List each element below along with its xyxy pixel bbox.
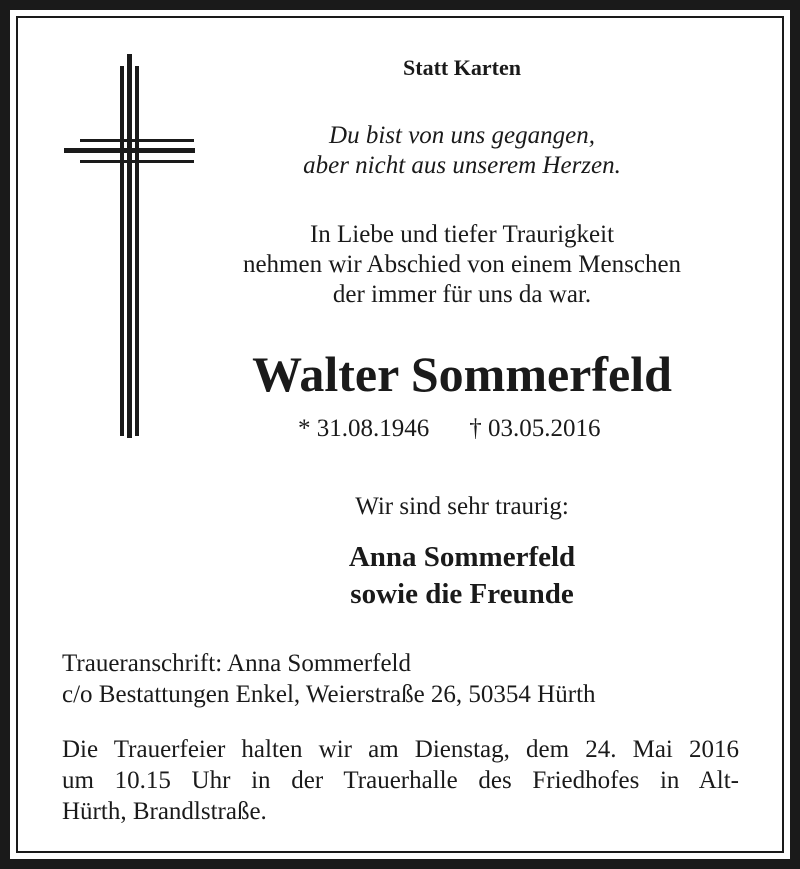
mourner-name: Anna Sommerfeld: [348, 541, 576, 573]
ceremony-line-3: Hürth, Brandlstraße.: [62, 798, 267, 825]
mourners-intro: Wir sind sehr traurig:: [355, 493, 569, 520]
deceased-name: Walter Sommerfeld: [252, 346, 672, 402]
intro-line-1: In Liebe und tiefer Traurigkeit: [309, 221, 615, 248]
address-line-2: c/o Bestattungen Enkel, Weierstraße 26, 50354 Hürth: [62, 681, 596, 708]
birth-date: * 31.08.1946: [298, 415, 430, 442]
life-dates: [298, 414, 601, 444]
ceremony-line-2: um 10.15 Uhr in der Trauerhalle des Friedhofes in Alt-: [62, 767, 739, 794]
death-date: † 03.05.2016: [469, 415, 601, 442]
quote-line-1: Du bist von uns gegangen,: [329, 122, 595, 149]
quote-line-2: aber nicht aus unserem Herzen.: [303, 152, 621, 179]
address-line-1: Traueranschrift: Anna Sommerfeld: [62, 650, 411, 677]
intro-line-3: der immer für uns da war.: [332, 281, 592, 308]
heading-statt-karten: Statt Karten: [403, 55, 521, 80]
ceremony-line-1: Die Trauerfeier halten wir am Dienstag, dem 24. Mai 2016: [62, 736, 739, 763]
intro-line-2: nehmen wir Abschied von einem Menschen: [242, 251, 682, 278]
mourner-friends: sowie die Freunde: [350, 578, 574, 610]
